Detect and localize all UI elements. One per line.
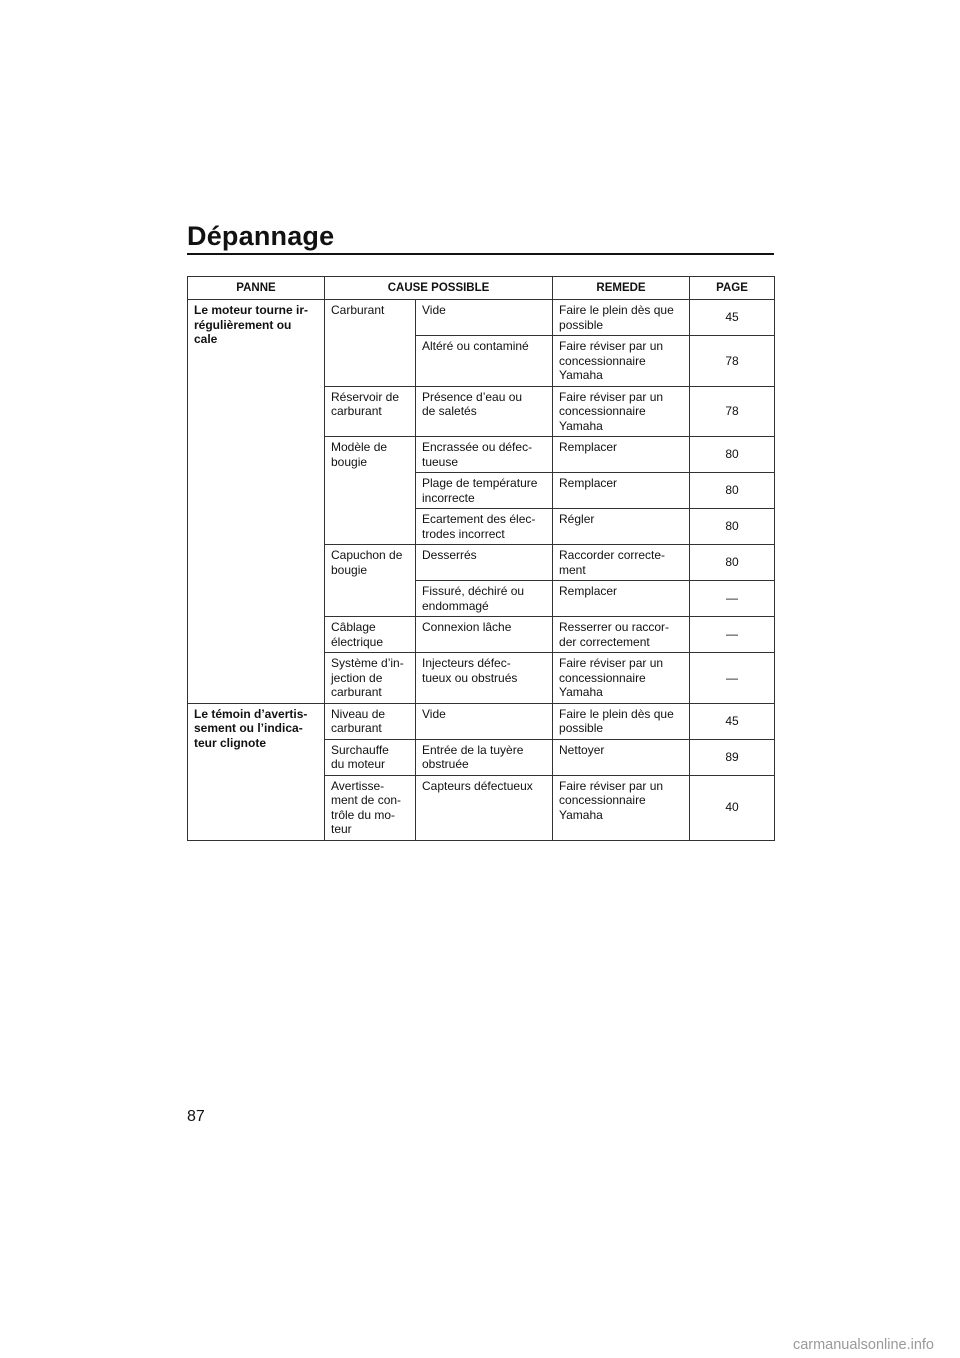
page-cell: 80 (690, 509, 775, 545)
remedy-cell: Faire réviser par un concessionnaire Yamaha (553, 336, 690, 387)
cause-cell: Encrassée ou défec- tueuse (416, 437, 553, 473)
page-cell: — (690, 581, 775, 617)
table-header-row (188, 277, 775, 300)
cause-category-cell: Niveau de carburant (325, 703, 416, 739)
cause-category-cell: Modèle de bougie (325, 437, 416, 545)
header-remede: REMEDE (553, 277, 690, 300)
page-title: Dépannage (187, 221, 335, 251)
remedy-cell: Remplacer (553, 473, 690, 509)
cause-cell: Vide (416, 300, 553, 336)
remedy-cell: Faire réviser par un concessionnaire Yamaha (553, 386, 690, 437)
page-cell: 45 (690, 300, 775, 336)
page-cell: 78 (690, 336, 775, 387)
table-body (188, 300, 775, 841)
troubleshooting-table (187, 276, 775, 841)
page-cell: 45 (690, 703, 775, 739)
remedy-cell: Remplacer (553, 437, 690, 473)
page-cell: — (690, 617, 775, 653)
header-panne: PANNE (188, 277, 325, 300)
cause-cell: Fissuré, déchiré ou endommagé (416, 581, 553, 617)
remedy-cell: Faire le plein dès que possible (553, 300, 690, 336)
cause-cell: Desserrés (416, 545, 553, 581)
watermark: carmanualsonline.info (792, 1337, 934, 1353)
page-cell: — (690, 653, 775, 704)
remedy-cell: Raccorder correcte- ment (553, 545, 690, 581)
page-cell: 80 (690, 545, 775, 581)
table-row (188, 703, 775, 739)
cause-cell: Vide (416, 703, 553, 739)
cause-category-cell: Avertisse- ment de con- trôle du mo- teur (325, 775, 416, 840)
cause-cell: Altéré ou contaminé (416, 336, 553, 387)
title-divider (187, 253, 774, 255)
page-cell: 80 (690, 473, 775, 509)
cause-category-cell: Capuchon de bougie (325, 545, 416, 617)
header-cause: CAUSE POSSIBLE (325, 277, 553, 300)
cause-category-cell: Câblage électrique (325, 617, 416, 653)
remedy-cell: Faire le plein dès que possible (553, 703, 690, 739)
remedy-cell: Remplacer (553, 581, 690, 617)
remedy-cell: Resserrer ou raccor- der correctement (553, 617, 690, 653)
cause-cell: Injecteurs défec- tueux ou obstrués (416, 653, 553, 704)
cause-cell: Plage de température incorrecte (416, 473, 553, 509)
cause-category-cell: Carburant (325, 300, 416, 387)
cause-category-cell: Surchauffe du moteur (325, 739, 416, 775)
cause-cell: Capteurs défectueux (416, 775, 553, 840)
cause-cell: Présence d’eau ou de saletés (416, 386, 553, 437)
cause-cell: Ecartement des élec- trodes incorrect (416, 509, 553, 545)
page-cell: 40 (690, 775, 775, 840)
page-cell: 78 (690, 386, 775, 437)
remedy-cell: Faire réviser par un concessionnaire Yamaha (553, 775, 690, 840)
remedy-cell: Nettoyer (553, 739, 690, 775)
cause-category-cell: Système d’in- jection de carburant (325, 653, 416, 704)
page-cell: 80 (690, 437, 775, 473)
remedy-cell: Régler (553, 509, 690, 545)
table-row (188, 300, 775, 336)
remedy-cell: Faire réviser par un concessionnaire Yamaha (553, 653, 690, 704)
problem-cell: Le moteur tourne ir- régulièrement ou cale (188, 300, 325, 704)
cause-cell: Entrée de la tuyère obstruée (416, 739, 553, 775)
header-page: PAGE (690, 277, 775, 300)
cause-category-cell: Réservoir de carburant (325, 386, 416, 437)
page-number: 87 (187, 1108, 205, 1125)
cause-cell: Connexion lâche (416, 617, 553, 653)
problem-cell: Le témoin d’avertis- sement ou l’indica- teur clignote (188, 703, 325, 840)
page-cell: 89 (690, 739, 775, 775)
